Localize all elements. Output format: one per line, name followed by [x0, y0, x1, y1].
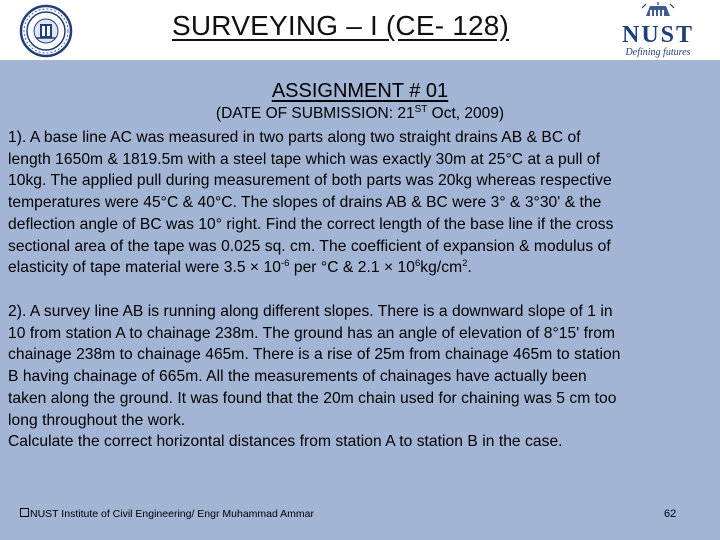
footer-text: NUST Institute of Civil Engineering/ Engr Muhammad Ammar	[30, 508, 315, 520]
question-2-line: long throughout the work.	[8, 411, 186, 429]
question-2-line: chainage 238m to chainage 465m. There is a rise of 25m from chainage 465m to station	[8, 346, 621, 364]
last-line-part: kg/cm	[420, 259, 463, 277]
exponent: 6	[414, 258, 421, 270]
question-2-line: B having chainage of 665m. All the measurements of chainages have actually been	[8, 368, 587, 386]
page-title: SURVEYING – I (CE- 128)	[172, 10, 510, 41]
nust-logo	[600, 2, 716, 58]
question-2-line: taken along the ground. It was found that the 20m chain used for chaining was 5 cm too	[8, 389, 617, 407]
question-1-line: sectional area of the tape was 0.025 sq. cm. The coefficient of expansion & modulus of	[8, 237, 611, 255]
last-line-part: per °C & 2.1 × 10	[289, 259, 415, 277]
nust-tagline: Defining futures	[625, 47, 691, 58]
question-2-line: 2). A survey line AB is running along different slopes. There is a downward slope of 1 in	[8, 303, 613, 320]
last-line-part: .	[467, 259, 472, 277]
institute-seal-logo	[6, 4, 86, 58]
date-suffix: Oct, 2009)	[427, 105, 505, 123]
question-2-line: 10 from station A to chainage 238m. The ground has an angle of elevation of 8°15' from	[8, 324, 616, 342]
nust-logo-text: NUST	[621, 22, 695, 48]
question-1-line: 1). A base line AC was measured in two parts along two straight drains AB & BC of	[8, 129, 581, 146]
question-2	[8, 301, 714, 453]
question-1-line: deflection angle of BC was 10° right. Find the correct length of the base line if the cross	[8, 215, 614, 233]
checkbox-bullet-icon	[20, 508, 29, 517]
date-superscript: ST	[414, 104, 428, 115]
question-1-line: temperatures were 45°C & 40°C. The slopes of drains AB & BC were 3° & 3°30' & the	[8, 194, 602, 212]
question-2-line: Calculate the correct horizontal distances from station A to station B in the case.	[8, 433, 563, 451]
question-1-line: length 1650m & 1819.5m with a steel tape which was exactly 30m at 25°C at a pull of	[8, 150, 601, 168]
footer-credit	[20, 508, 314, 520]
question-1	[8, 127, 714, 279]
assignment-title: ASSIGNMENT # 01	[271, 80, 449, 102]
date-prefix: (DATE OF SUBMISSION: 21	[215, 105, 415, 123]
question-1-line: 10kg. The applied pull during measurement of both parts was 20kg whereas respective	[8, 172, 612, 190]
submission-date	[0, 104, 720, 123]
exponent: -6	[280, 258, 290, 270]
page-number: 62	[664, 508, 677, 520]
header-bar	[0, 0, 720, 60]
last-line-part: elasticity of tape material were 3.5 × 10	[8, 259, 281, 277]
exponent: 2	[462, 258, 468, 270]
question-1-last-line	[8, 257, 714, 279]
